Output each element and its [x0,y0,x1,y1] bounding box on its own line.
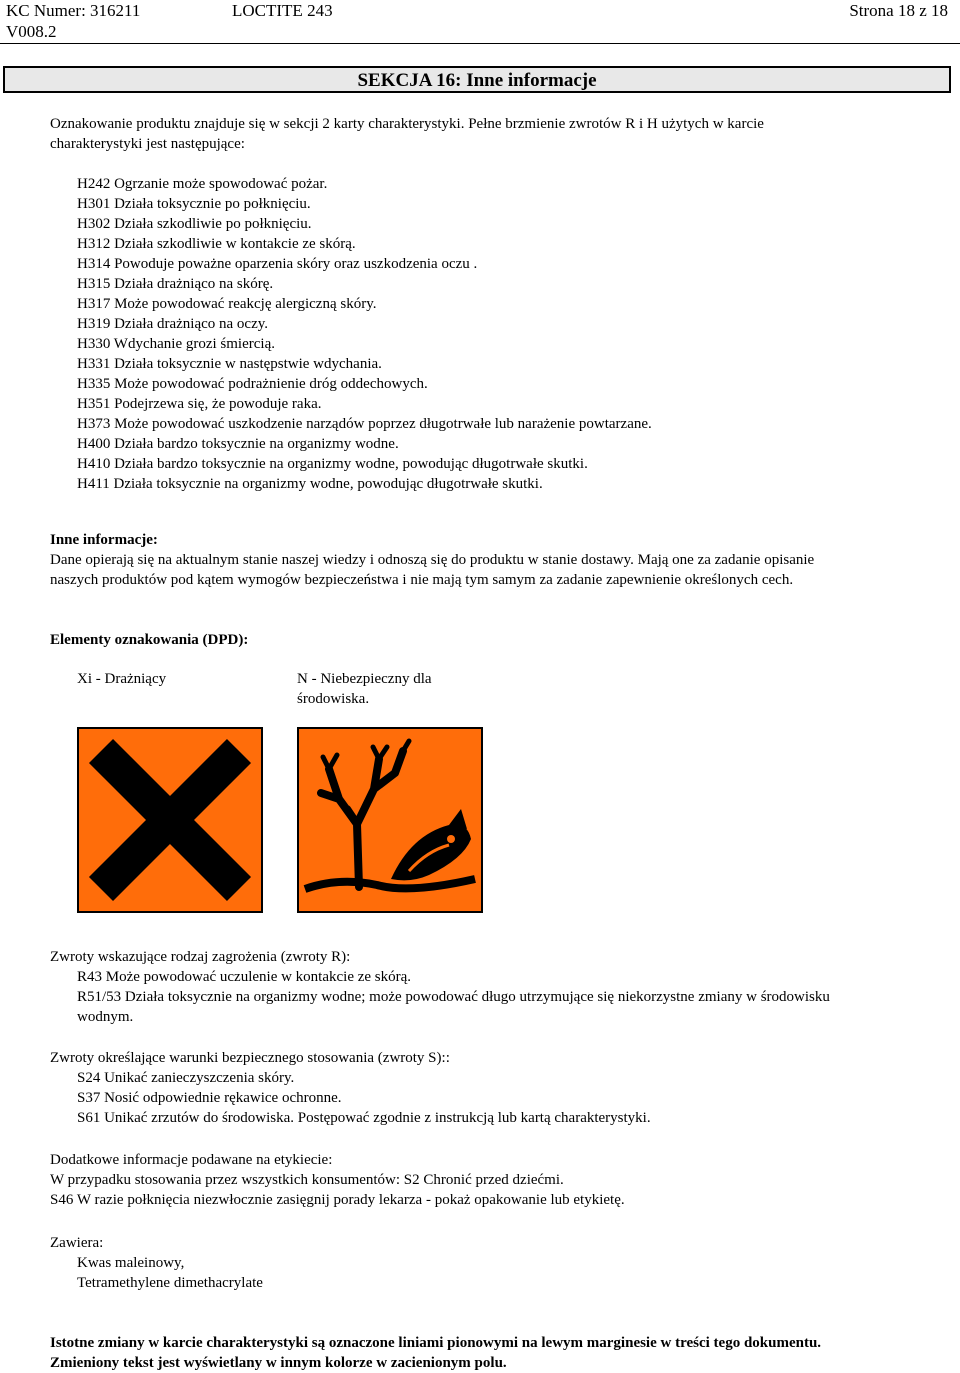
h-phrase: H301 Działa toksycznie po połknięciu. [77,196,311,212]
intro-line-1: Oznakowanie produktu znajduje się w sekcji 2 karty charakterystyki. Pełne brzmienie zwrotów R i H użytych w karcie [50,116,764,132]
h-phrase: H302 Działa szkodliwie po połknięciu. [77,216,312,232]
ingredient: Kwas maleinowy, [77,1255,185,1271]
h-phrase: H331 Działa toksycznie w następstwie wdychania. [77,356,382,372]
section-title: SEKCJA 16: Inne informacje [357,70,597,91]
label-info-heading: Dodatkowe informacje podawane na etykiecie: [50,1152,333,1168]
r5153-phrase-line-2: wodnym. [77,1009,134,1025]
section-title-box [3,66,951,93]
footer-line-1: Istotne zmiany w karcie charakterystyki są oznaczone liniami pionowymi na lewym marginesie w treści tego dokumentu. [50,1335,822,1351]
r5153-phrase-line-1: R51/53 Działa toksycznie na organizmy wodne; może powodować długo utrzymujące się niekorzystne zmiany w środowisku [77,989,830,1005]
h-phrase: H312 Działa szkodliwie w kontakcie ze skórą. [77,236,356,252]
page-number: Strona 18 z 18 [849,1,948,20]
h-phrase: H315 Działa drażniąco na skórę. [77,276,274,292]
h-phrase: H317 Może powodować reakcję alergiczną skóry. [77,296,377,312]
h-phrase: H335 Może powodować podrażnienie dróg oddechowych. [77,376,428,392]
s-phrases-heading: Zwroty określające warunki bezpiecznego stosowania (zwroty S):: [50,1050,450,1066]
h-phrase: H410 Działa bardzo toksycznie na organizmy wodne, powodując długotrwałe skutki. [77,456,588,472]
s-phrase: S37 Nosić odpowiednie rękawice ochronne. [77,1090,342,1106]
s-phrase: S61 Unikać zrzutów do środowiska. Postępować zgodnie z instrukcją lub kartą charakterystyki. [77,1110,651,1126]
h-phrase: H330 Wdychanie grozi śmiercią. [77,336,275,352]
h-phrase: H314 Powoduje poważne oparzenia skóry oraz uszkodzenia oczu . [77,256,478,272]
h-phrase: H411 Działa toksycznie na organizmy wodne, powodując długotrwałe skutki. [77,476,543,492]
ingredient: Tetramethylene dimethacrylate [77,1275,263,1291]
xi-label: Xi - Drażniący [77,671,167,687]
h-phrase: H242 Ogrzanie może spowodować pożar. [77,176,328,192]
label-info-line-1: W przypadku stosowania przez wszystkich konsumentów: S2 Chronić przed dziećmi. [50,1172,564,1188]
dpd-heading: Elementy oznakowania (DPD): [50,632,249,648]
s-phrase: S24 Unikać zanieczyszczenia skóry. [77,1070,295,1086]
n-environment-pictogram [297,727,483,913]
intro-line-2: charakterystyki jest następujące: [50,136,245,152]
contains-list [77,1253,263,1293]
kc-number: KC Numer: 316211 [6,1,141,20]
contains-heading: Zawiera: [50,1235,104,1251]
r-phrases-heading: Zwroty wskazujące rodzaj zagrożenia (zwroty R): [50,949,351,965]
r43-phrase: R43 Może powodować uczulenie w kontakcie ze skórą. [77,969,412,985]
footer-line-2: Zmieniony tekst jest wyświetlany w innym kolorze w zacienionym polu. [50,1355,507,1371]
product-name: LOCTITE 243 [232,1,333,20]
h-phrase: H400 Działa bardzo toksycznie na organizmy wodne. [77,436,399,452]
other-info-line-1: Dane opierają się na aktualnym stanie naszej wiedzy i odnoszą się do produktu w stanie dostawy. Mają one za zadanie opisanie [50,552,815,568]
n-label-line-1: N - Niebezpieczny dla [297,671,432,687]
x-cross-icon [79,729,261,911]
label-info-line-2: S46 W razie połknięcia niezwłocznie zasięgnij porady lekarza - pokaż opakowanie lub etykietę. [50,1192,625,1208]
n-label-line-2: środowiska. [297,691,370,707]
dead-tree-fish-icon [299,729,481,911]
other-info-line-2: naszych produktów pod kątem wymogów bezpieczeństwa i nie mają tym samym za zadanie zapewnienie określonych cech. [50,572,794,588]
s-phrases-list [77,1068,651,1128]
version: V008.2 [6,22,57,41]
h-phrase: H319 Działa drażniąco na oczy. [77,316,269,332]
h-phrase: H351 Podejrzewa się, że powoduje raka. [77,396,322,412]
h-phrases-list [77,174,652,494]
h-phrase: H373 Może powodować uszkodzenie narządów poprzez długotrwałe lub narażenie powtarzane. [77,416,652,432]
xi-irritant-pictogram [77,727,263,913]
other-info-heading: Inne informacje: [50,532,158,548]
header-rule [0,43,960,44]
